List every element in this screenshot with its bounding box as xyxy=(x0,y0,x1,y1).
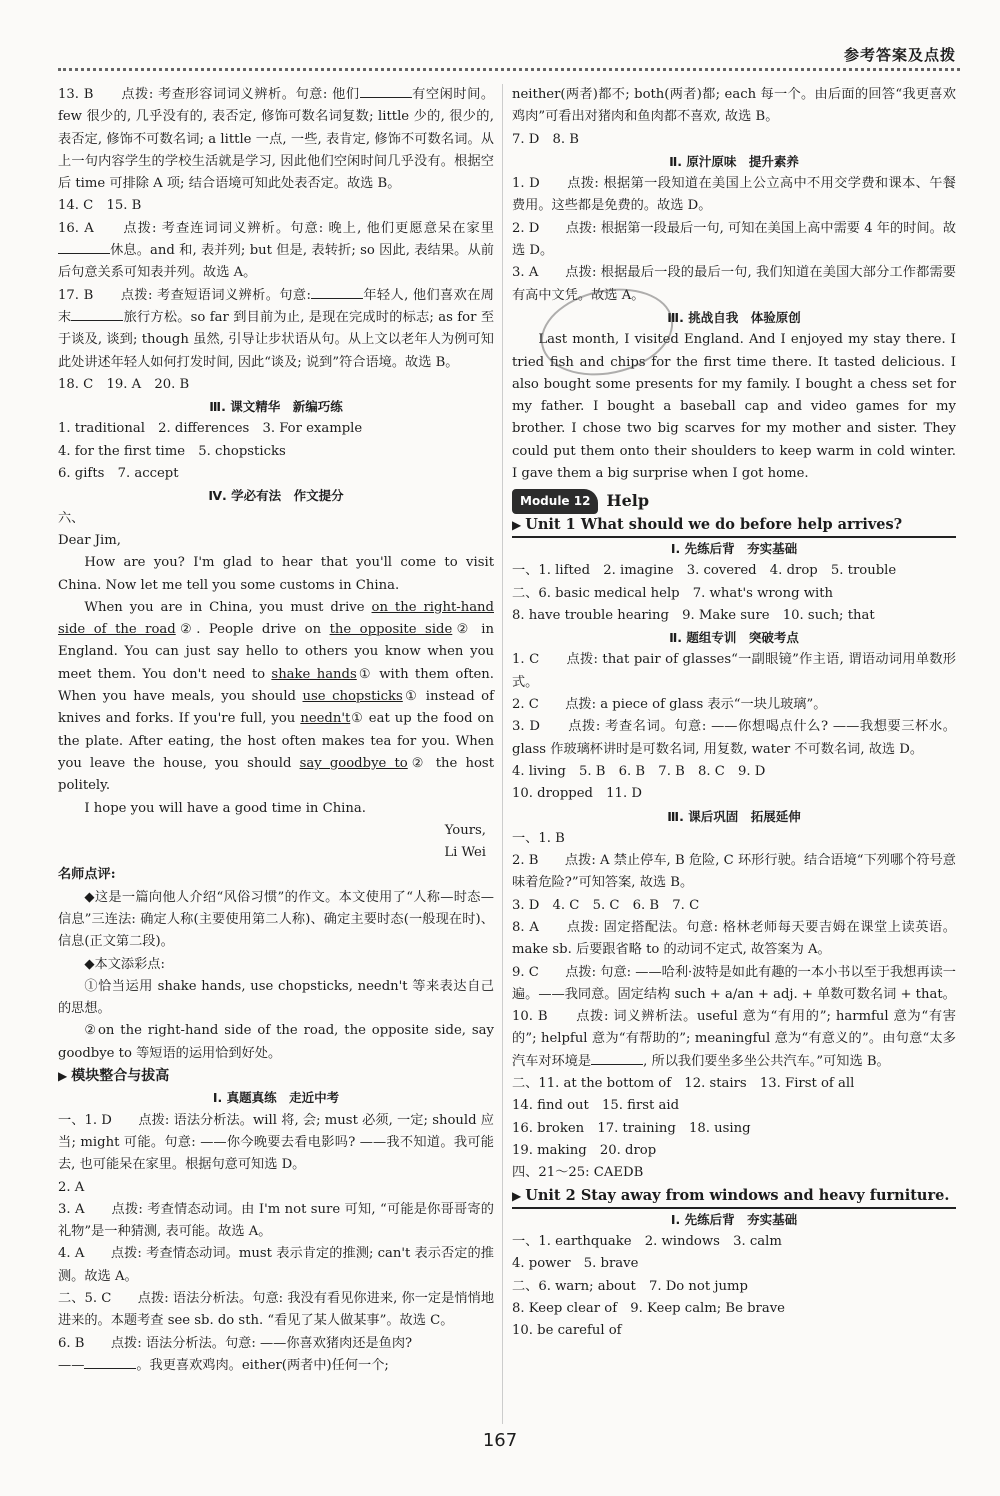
unit-title: ▶ Unit 2 Stay away from windows and heavy furniture. xyxy=(512,1185,956,1209)
page-header xyxy=(0,0,1000,62)
answer-line: 2. B 点拨: A 禁止停车, B 危险, C 环形行驶。结合语境“下列哪个符号意味着危险?”可知答案, 故选 B。 xyxy=(512,853,956,891)
blank xyxy=(591,1052,643,1065)
answer-line: 3. D 4. C 5. C 6. B 7. C xyxy=(512,897,700,913)
answer-line: 二、6. basic medical help 7. what's wrong with xyxy=(512,585,834,601)
blank xyxy=(71,308,123,321)
triangle-icon: ▶ xyxy=(512,1188,522,1203)
left-column xyxy=(58,84,494,1377)
module-title: Help xyxy=(606,491,650,511)
answer-line: 2. C 点拨: a piece of glass 表示“一块儿玻璃”。 xyxy=(512,697,827,713)
section-heading: Ⅲ. 挑战自我 体验原创 xyxy=(667,309,801,325)
answer-line: 二、6. warn; about 7. Do not jump xyxy=(512,1278,748,1294)
answer-line: 1. D 点拨: 根据第一段知道在美国上公立高中不用交学费和课本、午餐费用。这些都是免费的。故选 D。 xyxy=(512,176,956,214)
answer-line: 二、11. at the bottom of 12. stairs 13. First of all xyxy=(512,1076,855,1092)
unit-title: ▶ Unit 1 What should we do before help arrives? xyxy=(512,514,956,538)
section-heading: Ⅰ. 真题真练 走近中考 xyxy=(212,1090,340,1106)
comment-text: ①恰当运用 shake hands, use chopsticks, needn't 等来表达自己的思想。 xyxy=(58,978,494,1017)
right-column xyxy=(512,84,956,1343)
column-divider xyxy=(502,84,503,1424)
answer-line: 二、5. C 点拨: 语法分析法。句意: 我没有看见你进来, 你一定是悄悄地进来的。本题考查 see sb. do sth. “看见了某人做某事”。故选 C。 xyxy=(58,1291,494,1329)
answer-line: 一、1. B xyxy=(512,830,565,846)
letter-paragraph: I hope you will have a good time in China. xyxy=(84,800,366,816)
answer-line: 10. dropped 11. D xyxy=(512,786,642,802)
section-heading: Ⅲ. 课后巩固 拓展延伸 xyxy=(667,808,801,824)
comment-text: ◆本文添彩点: xyxy=(84,956,165,972)
part-label: 六、 xyxy=(58,510,85,526)
answer-16: 16. A 点拨: 考查连词词义辨析。句意: 晚上, 他们更愿意呆在家里休息。and 和, 表并列; but 但是, 表转折; so 因此, 表结果。从前后句意关系可知表并列。故选 A。 xyxy=(58,220,494,281)
answer-line: 1. traditional 2. differences 3. For example xyxy=(58,421,363,437)
answer-line: 一、1. lifted 2. imagine 3. covered 4. drop 5. trouble xyxy=(512,563,897,579)
answer-line: 4. for the first time 5. chopsticks xyxy=(58,443,286,459)
module-heading xyxy=(512,489,956,513)
answer-line: 8. have trouble hearing 9. Make sure 10. such; that xyxy=(512,607,875,623)
blank xyxy=(360,85,412,98)
answer-line: 8. Keep clear of 9. Keep calm; Be brave xyxy=(512,1301,785,1317)
answer-line: 4. A 点拨: 考查情态动词。must 表示肯定的推测; can't 表示否定的推测。故选 A。 xyxy=(58,1246,494,1284)
answer-line: 3. D 点拨: 考查名词。句意: ——你想喝点什么? ——我想要三杯水。glass 作玻璃杯讲时是可数名词, 用复数, water 不可数名词, 故选 D。 xyxy=(512,719,956,757)
module-review-title: ▶ 模块整合与拔高 xyxy=(58,1068,170,1085)
answer-line: 10. be careful of xyxy=(512,1323,622,1339)
answer-line: 3. A 点拨: 考查情态动词。由 I'm not sure 可知, “可能是你哥哥寄的礼物”是一种猜测, 表可能。故选 A。 xyxy=(58,1201,494,1240)
letter-paragraph: When you are in China, you must drive on the right-hand side of the road②. People drive on the opposite side② in England. You can just say hello to others you know when you meet them. You don't need to shake hands① with them often. When you have meals, you should use chopsticks① instead of knives and forks. If you're full, you needn't① eat up the food on the plate. After eating, the host often makes tea for you. When you leave the house, you should say goodbye to② the host politely. xyxy=(58,599,494,794)
header-title: 参考答案及点拨 xyxy=(843,46,956,64)
section-heading: Ⅱ. 题组专训 突破考点 xyxy=(669,630,799,646)
comment-text: ②on the right-hand side of the road, the opposite side, say goodbye to 等短语的运用恰到好处。 xyxy=(58,1023,494,1061)
letter-paragraph: How are you? I'm glad to hear that you'll come to visit China. Now let me tell you some customs in China. xyxy=(58,555,494,593)
triangle-icon: ▶ xyxy=(512,517,522,532)
answer-line: 1. C 点拨: that pair of glasses“一副眼镜”作主语, 谓语动词用单数形式。 xyxy=(512,652,956,690)
answer-line: 4. power 5. brave xyxy=(512,1256,639,1272)
letter-greeting: Dear Jim, xyxy=(58,532,121,548)
answer-line: 14. find out 15. first aid xyxy=(512,1098,680,1114)
answer-line: 一、1. D 点拨: 语法分析法。will 将, 会; must 必须, 一定; should 应当; might 可能。句意: ——你今晚要去看电影吗? ——我不知道。我可能去, 也可能呆在家里。根据句意可知选 D。 xyxy=(58,1112,494,1173)
blank xyxy=(84,1356,136,1369)
letter-closing: Yours, xyxy=(444,822,486,838)
answer-line: 9. C 点拨: 句意: ——哈利·波特是如此有趣的一本小书以至于我想再读一遍。——我同意。固定结构 such + a/an + adj. + 单数可数名词 + that。 xyxy=(512,964,956,1002)
section-heading: Ⅱ. 原汁原味 提升素养 xyxy=(669,153,799,169)
section-heading: Ⅲ. 课文精华 新编巧练 xyxy=(209,399,343,415)
header-divider xyxy=(58,68,960,71)
teacher-comment-label: 名师点评: xyxy=(58,867,116,883)
blank xyxy=(311,286,363,299)
answer-line: neither(两者)都不; both(两者)都; each 每一个。由后面的回答“我更喜欢鸡肉”可看出对猪肉和鱼肉都不喜欢, 故选 B。 xyxy=(512,87,956,125)
comment-text: ◆这是一篇向他人介绍“风俗习惯”的作文。本文使用了“人称—时态—信息”三连法: 确定人称(主要使用第二人称)、确定主要时态(一般现在时)、信息(正文第二段)。 xyxy=(58,889,494,950)
answer-line: 3. A 点拨: 根据最后一段的最后一句, 我们知道在美国大部分工作都需要有高中文凭。故选 A。 xyxy=(512,265,956,303)
answer-line: 2. D 点拨: 根据第一段最后一句, 可知在美国上高中需要 4 年的时间。故选 D。 xyxy=(512,220,956,259)
answer-line: 8. A 点拨: 固定搭配法。句意: 格林老师每天要吉姆在课堂上读英语。make sb. 后要跟省略 to 的动词不定式, 故答案为 A。 xyxy=(512,919,956,958)
answer-14-15: 14. C 15. B xyxy=(58,198,142,214)
answer-line: 四、21～25: CAEDB xyxy=(512,1165,644,1181)
section-heading: Ⅳ. 学必有法 作文提分 xyxy=(208,488,344,504)
letter-signature: Li Wei xyxy=(444,845,486,861)
module-tag: Module 12 xyxy=(512,489,598,513)
answer-line: 6. B 点拨: 语法分析法。句意: ——你喜欢猪肉还是鱼肉? —— 。我更喜欢鸡肉。either(两者中)任何一个; xyxy=(58,1335,413,1373)
answer-line: 16. broken 17. training 18. using xyxy=(512,1120,751,1136)
answer-line: 19. making 20. drop xyxy=(512,1142,657,1158)
answer-line: 2. A xyxy=(58,1179,85,1195)
section-heading: Ⅰ. 先练后背 夯实基础 xyxy=(670,540,798,556)
answer-line: 4. living 5. B 6. B 7. B 8. C 9. D xyxy=(512,763,766,779)
triangle-icon: ▶ xyxy=(58,1069,68,1084)
page-number: 167 xyxy=(482,1430,518,1451)
section-heading: Ⅰ. 先练后背 夯实基础 xyxy=(670,1211,798,1227)
answer-line: 7. D 8. B xyxy=(512,131,579,147)
answer-13: 13. B 点拨: 考查形容词词义辨析。句意: 他们 有空闲时间。few 很少的, 几乎没有的, 表否定, 修饰可数名词复数; little 少的, 很少的, 表否定, 修饰不可数名词; a little 一点, 一些, 表肯定, 修饰不可数名词。从上一句内容学生的学校生活就是学习, 因此他们空闲时间几乎没有。根据空后 time 可排除 A 项; 结合语境可知此处表否定。故选 B。 xyxy=(58,87,495,192)
passage: Last month, I visited England. And I enjoyed my stay there. I tried fish and chips for the first time there. It tasted delicious. I also bought some presents for my family. I bought a chess set for my father. I bought a baseball cap and video games for my brother. I chose two big scarves for my mother and sister. They could put them onto their shoulders to keep warm in cold winter. I gave them a big surprise when I got home. xyxy=(512,332,956,482)
answer-18-20: 18. C 19. A 20. B xyxy=(58,376,190,392)
answer-line: 10. B 点拨: 词义辨析法。useful 意为“有用的”; harmful 意为“有害的”; helpful 意为“有帮助的”; meaningful 意为“有意义的”。由句意“太多汽车对环境是 , 所以我们要坐多坐公共汽车。”可知选 B。 xyxy=(512,1009,956,1069)
answer-line: 6. gifts 7. accept xyxy=(58,466,179,482)
blank xyxy=(58,241,110,254)
answer-line: 一、1. earthquake 2. windows 3. calm xyxy=(512,1234,782,1250)
answer-17: 17. B 点拨: 考查短语词义辨析。句意: 年轻人, 他们喜欢在周末 旅行方松。so far 到目前为止, 是现在完成时的标志; as for 至于谈及, 谈到; though 虽然, 引导让步状语从句。从上文以老年人为例可知此处讲述年轻人如何打发时间, 因此“谈及; 说到”符合语境。故选 B。 xyxy=(58,287,495,370)
